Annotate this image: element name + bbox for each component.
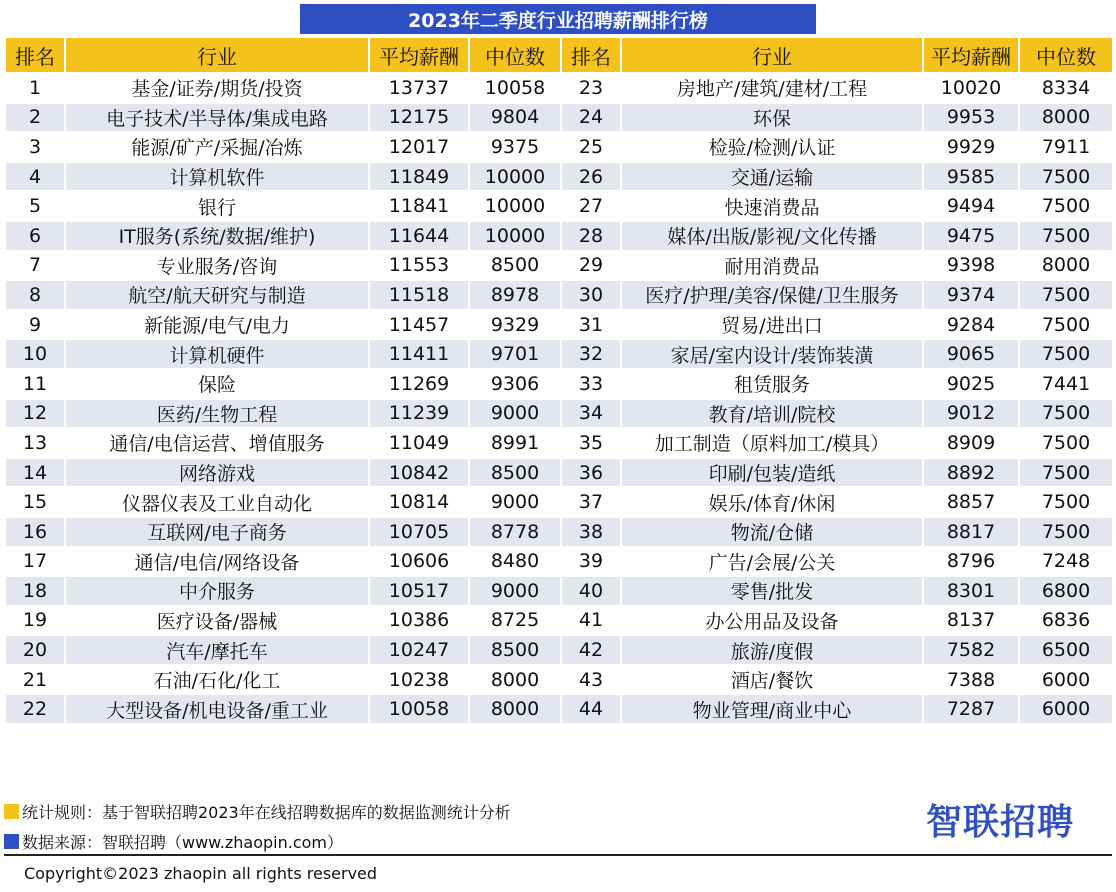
- page-title: 2023年二季度行业招聘薪酬排行榜: [300, 4, 816, 34]
- industry-cell: 耐用消费品: [621, 251, 923, 281]
- salary-ranking-table: [4, 36, 1114, 725]
- industry-cell: IT服务(系统/数据/维护): [65, 221, 369, 251]
- median-cell: 9329: [469, 310, 561, 340]
- table-row: [5, 103, 1113, 133]
- zhaopin-logo: 智联招聘: [926, 802, 1075, 843]
- avg-salary-cell: 9065: [923, 339, 1019, 369]
- median-cell: 8778: [469, 517, 561, 547]
- industry-cell: 能源/矿产/采掘/冶炼: [65, 132, 369, 162]
- industry-cell: 办公用品及设备: [621, 606, 923, 636]
- median-cell: 7500: [1019, 458, 1113, 488]
- avg-salary-cell: 9953: [923, 103, 1019, 133]
- median-cell: 9701: [469, 339, 561, 369]
- rank-cell: 14: [5, 458, 65, 488]
- rank-cell: 32: [561, 339, 621, 369]
- table-row: [5, 694, 1113, 724]
- rank-cell: 30: [561, 280, 621, 310]
- median-cell: 8725: [469, 606, 561, 636]
- rank-cell: 33: [561, 369, 621, 399]
- avg-salary-cell: 9012: [923, 399, 1019, 429]
- table-row: [5, 458, 1113, 488]
- industry-cell: 医疗设备/器械: [65, 606, 369, 636]
- industry-cell: 旅游/度假: [621, 635, 923, 665]
- avg-salary-cell: 9025: [923, 369, 1019, 399]
- rank-cell: 27: [561, 191, 621, 221]
- header-median: 中位数: [1019, 37, 1113, 73]
- rank-cell: 37: [561, 487, 621, 517]
- industry-cell: 网络游戏: [65, 458, 369, 488]
- rank-cell: 7: [5, 251, 65, 281]
- avg-salary-cell: 8796: [923, 547, 1019, 577]
- table-row: [5, 487, 1113, 517]
- header-median: 中位数: [469, 37, 561, 73]
- industry-cell: 电子技术/半导体/集成电路: [65, 103, 369, 133]
- avg-salary-cell: 7287: [923, 694, 1019, 724]
- industry-cell: 家居/室内设计/装饰装潢: [621, 339, 923, 369]
- avg-salary-cell: 12017: [369, 132, 469, 162]
- industry-cell: 检验/检测/认证: [621, 132, 923, 162]
- header-industry: 行业: [65, 37, 369, 73]
- avg-salary-cell: 10705: [369, 517, 469, 547]
- median-cell: 8000: [1019, 103, 1113, 133]
- rank-cell: 15: [5, 487, 65, 517]
- table-row: [5, 517, 1113, 547]
- median-cell: 8000: [469, 694, 561, 724]
- table-row: [5, 399, 1113, 429]
- avg-salary-cell: 9929: [923, 132, 1019, 162]
- median-cell: 7500: [1019, 487, 1113, 517]
- rank-cell: 42: [561, 635, 621, 665]
- table-row: [5, 369, 1113, 399]
- rank-cell: 26: [561, 162, 621, 192]
- rank-cell: 19: [5, 606, 65, 636]
- median-cell: 8500: [469, 635, 561, 665]
- source-note-text: 数据来源：智联招聘（www.zhaopin.com）: [22, 833, 344, 852]
- header-avg-salary: 平均薪酬: [369, 37, 469, 73]
- median-cell: 10058: [469, 73, 561, 103]
- industry-cell: 快速消费品: [621, 191, 923, 221]
- rank-cell: 40: [561, 576, 621, 606]
- rank-cell: 17: [5, 547, 65, 577]
- rank-cell: 36: [561, 458, 621, 488]
- rank-cell: 21: [5, 665, 65, 695]
- table-row: [5, 606, 1113, 636]
- table-row: [5, 221, 1113, 251]
- avg-salary-cell: 11049: [369, 428, 469, 458]
- industry-cell: 贸易/进出口: [621, 310, 923, 340]
- header-industry: 行业: [621, 37, 923, 73]
- table-row: [5, 576, 1113, 606]
- rank-cell: 38: [561, 517, 621, 547]
- median-cell: 7500: [1019, 399, 1113, 429]
- median-cell: 8500: [469, 251, 561, 281]
- rank-cell: 8: [5, 280, 65, 310]
- industry-cell: 基金/证券/期货/投资: [65, 73, 369, 103]
- median-cell: 9000: [469, 576, 561, 606]
- source-note: [4, 830, 343, 853]
- rank-cell: 11: [5, 369, 65, 399]
- avg-salary-cell: 7388: [923, 665, 1019, 695]
- median-cell: 7441: [1019, 369, 1113, 399]
- avg-salary-cell: 10247: [369, 635, 469, 665]
- avg-salary-cell: 11411: [369, 339, 469, 369]
- table-row: [5, 162, 1113, 192]
- industry-cell: 汽车/摩托车: [65, 635, 369, 665]
- median-cell: 8000: [469, 665, 561, 695]
- industry-cell: 环保: [621, 103, 923, 133]
- median-cell: 8000: [1019, 251, 1113, 281]
- rank-cell: 1: [5, 73, 65, 103]
- median-cell: 10000: [469, 191, 561, 221]
- avg-salary-cell: 9398: [923, 251, 1019, 281]
- avg-salary-cell: 11269: [369, 369, 469, 399]
- median-cell: 6500: [1019, 635, 1113, 665]
- avg-salary-cell: 11457: [369, 310, 469, 340]
- rank-cell: 28: [561, 221, 621, 251]
- table-row: [5, 73, 1113, 103]
- avg-salary-cell: 8909: [923, 428, 1019, 458]
- median-cell: 8991: [469, 428, 561, 458]
- median-cell: 9804: [469, 103, 561, 133]
- blue-square-icon: [4, 834, 19, 849]
- avg-salary-cell: 10814: [369, 487, 469, 517]
- industry-cell: 加工制造（原料加工/模具）: [621, 428, 923, 458]
- rank-cell: 44: [561, 694, 621, 724]
- rule-note: [4, 800, 511, 823]
- industry-cell: 交通/运输: [621, 162, 923, 192]
- median-cell: 8500: [469, 458, 561, 488]
- rank-cell: 39: [561, 547, 621, 577]
- industry-cell: 租赁服务: [621, 369, 923, 399]
- avg-salary-cell: 11239: [369, 399, 469, 429]
- industry-cell: 印刷/包装/造纸: [621, 458, 923, 488]
- industry-cell: 广告/会展/公关: [621, 547, 923, 577]
- avg-salary-cell: 8301: [923, 576, 1019, 606]
- industry-cell: 医疗/护理/美容/保健/卫生服务: [621, 280, 923, 310]
- industry-cell: 零售/批发: [621, 576, 923, 606]
- median-cell: 7500: [1019, 339, 1113, 369]
- median-cell: 7248: [1019, 547, 1113, 577]
- avg-salary-cell: 11553: [369, 251, 469, 281]
- median-cell: 8978: [469, 280, 561, 310]
- table-row: [5, 280, 1113, 310]
- avg-salary-cell: 7582: [923, 635, 1019, 665]
- rank-cell: 4: [5, 162, 65, 192]
- rank-cell: 22: [5, 694, 65, 724]
- median-cell: 10000: [469, 162, 561, 192]
- industry-cell: 通信/电信运营、增值服务: [65, 428, 369, 458]
- avg-salary-cell: 8137: [923, 606, 1019, 636]
- industry-cell: 互联网/电子商务: [65, 517, 369, 547]
- avg-salary-cell: 10606: [369, 547, 469, 577]
- avg-salary-cell: 11518: [369, 280, 469, 310]
- median-cell: 7500: [1019, 221, 1113, 251]
- median-cell: 7500: [1019, 310, 1113, 340]
- avg-salary-cell: 10238: [369, 665, 469, 695]
- median-cell: 8334: [1019, 73, 1113, 103]
- industry-cell: 计算机硬件: [65, 339, 369, 369]
- avg-salary-cell: 9374: [923, 280, 1019, 310]
- median-cell: 7500: [1019, 280, 1113, 310]
- table-row: [5, 310, 1113, 340]
- rank-cell: 10: [5, 339, 65, 369]
- avg-salary-cell: 13737: [369, 73, 469, 103]
- median-cell: 9000: [469, 487, 561, 517]
- avg-salary-cell: 8857: [923, 487, 1019, 517]
- rank-cell: 9: [5, 310, 65, 340]
- avg-salary-cell: 8817: [923, 517, 1019, 547]
- industry-cell: 银行: [65, 191, 369, 221]
- header-avg-salary: 平均薪酬: [923, 37, 1019, 73]
- table-row: [5, 665, 1113, 695]
- yellow-square-icon: [4, 804, 19, 819]
- rank-cell: 29: [561, 251, 621, 281]
- avg-salary-cell: 9284: [923, 310, 1019, 340]
- rank-cell: 24: [561, 103, 621, 133]
- table-row: [5, 547, 1113, 577]
- industry-cell: 通信/电信/网络设备: [65, 547, 369, 577]
- industry-cell: 专业服务/咨询: [65, 251, 369, 281]
- rank-cell: 6: [5, 221, 65, 251]
- industry-cell: 保险: [65, 369, 369, 399]
- copyright-text: Copyright©2023 zhaopin all rights reserved: [24, 864, 378, 883]
- avg-salary-cell: 10020: [923, 73, 1019, 103]
- table-row: [5, 635, 1113, 665]
- median-cell: 8480: [469, 547, 561, 577]
- avg-salary-cell: 9494: [923, 191, 1019, 221]
- median-cell: 7500: [1019, 162, 1113, 192]
- industry-cell: 医药/生物工程: [65, 399, 369, 429]
- median-cell: 9306: [469, 369, 561, 399]
- median-cell: 6000: [1019, 665, 1113, 695]
- industry-cell: 大型设备/机电设备/重工业: [65, 694, 369, 724]
- avg-salary-cell: 10058: [369, 694, 469, 724]
- rule-note-text: 统计规则：基于智联招聘2023年在线招聘数据库的数据监测统计分析: [22, 803, 511, 822]
- industry-cell: 物业管理/商业中心: [621, 694, 923, 724]
- table-row: [5, 428, 1113, 458]
- avg-salary-cell: 12175: [369, 103, 469, 133]
- rank-cell: 16: [5, 517, 65, 547]
- median-cell: 7500: [1019, 517, 1113, 547]
- rank-cell: 41: [561, 606, 621, 636]
- industry-cell: 房地产/建筑/建材/工程: [621, 73, 923, 103]
- rank-cell: 5: [5, 191, 65, 221]
- rank-cell: 20: [5, 635, 65, 665]
- industry-cell: 教育/培训/院校: [621, 399, 923, 429]
- industry-cell: 物流/仓储: [621, 517, 923, 547]
- industry-cell: 媒体/出版/影视/文化传播: [621, 221, 923, 251]
- rank-cell: 23: [561, 73, 621, 103]
- rank-cell: 2: [5, 103, 65, 133]
- avg-salary-cell: 8892: [923, 458, 1019, 488]
- avg-salary-cell: 11841: [369, 191, 469, 221]
- avg-salary-cell: 10842: [369, 458, 469, 488]
- industry-cell: 计算机软件: [65, 162, 369, 192]
- avg-salary-cell: 10517: [369, 576, 469, 606]
- industry-cell: 新能源/电气/电力: [65, 310, 369, 340]
- median-cell: 6836: [1019, 606, 1113, 636]
- median-cell: 9375: [469, 132, 561, 162]
- industry-cell: 仪器仪表及工业自动化: [65, 487, 369, 517]
- median-cell: 6800: [1019, 576, 1113, 606]
- median-cell: 7500: [1019, 191, 1113, 221]
- header-rank: 排名: [5, 37, 65, 73]
- table-row: [5, 132, 1113, 162]
- rank-cell: 12: [5, 399, 65, 429]
- avg-salary-cell: 10386: [369, 606, 469, 636]
- avg-salary-cell: 9585: [923, 162, 1019, 192]
- avg-salary-cell: 11644: [369, 221, 469, 251]
- table-row: [5, 339, 1113, 369]
- avg-salary-cell: 11849: [369, 162, 469, 192]
- avg-salary-cell: 9475: [923, 221, 1019, 251]
- industry-cell: 石油/石化/化工: [65, 665, 369, 695]
- header-rank: 排名: [561, 37, 621, 73]
- rank-cell: 35: [561, 428, 621, 458]
- median-cell: 7911: [1019, 132, 1113, 162]
- rank-cell: 25: [561, 132, 621, 162]
- rank-cell: 43: [561, 665, 621, 695]
- divider: [4, 854, 1112, 856]
- footer: [0, 792, 1116, 892]
- rank-cell: 3: [5, 132, 65, 162]
- rank-cell: 31: [561, 310, 621, 340]
- industry-cell: 航空/航天研究与制造: [65, 280, 369, 310]
- table-header-row: [5, 37, 1113, 73]
- industry-cell: 娱乐/体育/休闲: [621, 487, 923, 517]
- table-row: [5, 251, 1113, 281]
- table-row: [5, 191, 1113, 221]
- industry-cell: 酒店/餐饮: [621, 665, 923, 695]
- median-cell: 7500: [1019, 428, 1113, 458]
- rank-cell: 18: [5, 576, 65, 606]
- median-cell: 10000: [469, 221, 561, 251]
- rank-cell: 13: [5, 428, 65, 458]
- median-cell: 6000: [1019, 694, 1113, 724]
- rank-cell: 34: [561, 399, 621, 429]
- median-cell: 9000: [469, 399, 561, 429]
- industry-cell: 中介服务: [65, 576, 369, 606]
